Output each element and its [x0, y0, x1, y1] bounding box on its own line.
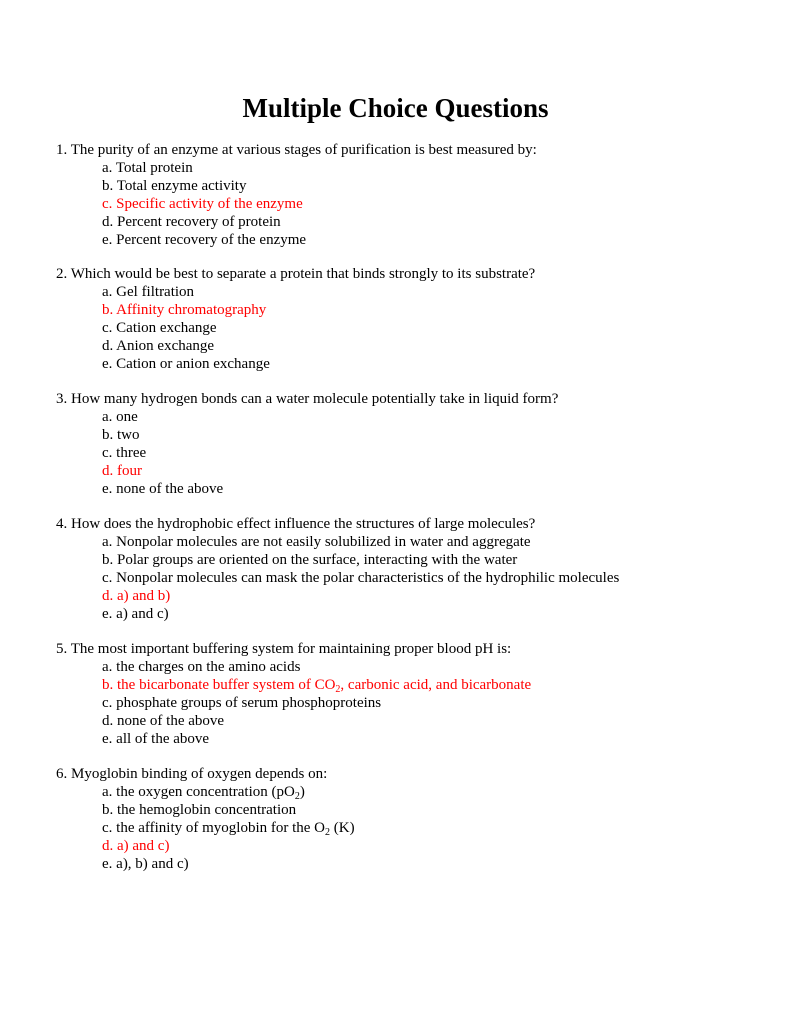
question-stem: 6. Myoglobin binding of oxygen depends on: — [56, 766, 328, 782]
option-e: e. a) and c) — [102, 606, 169, 622]
option-c: c. Nonpolar molecules can mask the polar characteristics of the hydrophilic molecules — [102, 570, 620, 586]
option-a — [56, 783, 756, 801]
option-text-before: a. the oxygen concentration (pO — [102, 784, 295, 800]
option-d: d. Anion exchange — [102, 338, 215, 354]
option-b: b. two — [102, 427, 140, 443]
question-stem: 5. The most important buffering system for maintaining proper blood pH is: — [56, 641, 512, 657]
option-a: a. Gel filtration — [102, 284, 195, 300]
question-4 — [56, 515, 756, 623]
option-b: b. the hemoglobin concentration — [102, 802, 297, 818]
option-text-after: ) — [299, 784, 305, 800]
option-d: d. Percent recovery of protein — [102, 214, 281, 230]
option-d: d. none of the above — [102, 713, 225, 729]
option-d-correct-answer: d. a) and b) — [102, 588, 171, 604]
option-e: e. Percent recovery of the enzyme — [102, 232, 307, 248]
question-3 — [56, 390, 756, 498]
page-title: Multiple Choice Questions — [242, 93, 549, 123]
question-stem: 1. The purity of an enzyme at various stages of purification is best measured by: — [56, 142, 537, 158]
question-1 — [56, 141, 756, 249]
question-6 — [56, 765, 756, 873]
option-e: e. Cation or anion exchange — [102, 356, 270, 372]
subscript: 2 — [325, 827, 331, 838]
option-c: c. three — [102, 445, 147, 461]
option-c-correct-answer: c. Specific activity of the enzyme — [102, 196, 303, 212]
option-text-after: , carbonic acid, and bicarbonate — [340, 677, 532, 693]
option-a: a. Nonpolar molecules are not easily solubilized in water and aggregate — [102, 534, 531, 550]
question-stem: 4. How does the hydrophobic effect influence the structures of large molecules? — [56, 516, 536, 532]
option-text-after: (K) — [330, 820, 355, 836]
option-e: e. all of the above — [102, 731, 210, 747]
question-stem: 2. Which would be best to separate a protein that binds strongly to its substrate? — [56, 266, 536, 282]
subscript: 2 — [294, 791, 300, 802]
option-d-correct-answer: d. a) and c) — [102, 838, 170, 854]
option-c: c. Cation exchange — [102, 320, 217, 336]
option-text-before: c. the affinity of myoglobin for the O — [102, 820, 326, 836]
question-2 — [56, 265, 756, 373]
option-text-before: b. the bicarbonate buffer system of CO — [102, 677, 336, 693]
option-e: e. none of the above — [102, 481, 224, 497]
option-a: a. one — [102, 409, 138, 425]
option-e: e. a), b) and c) — [102, 856, 189, 872]
question-5 — [56, 640, 756, 748]
option-b-correct-answer: b. Affinity chromatography — [102, 302, 267, 318]
question-stem: 3. How many hydrogen bonds can a water molecule potentially take in liquid form? — [56, 391, 559, 407]
option-b: b. Polar groups are oriented on the surface, interacting with the water — [102, 552, 518, 568]
option-c: c. phosphate groups of serum phosphoproteins — [102, 695, 382, 711]
option-a: a. the charges on the amino acids — [102, 659, 301, 675]
option-b-correct-answer — [56, 676, 756, 694]
option-b: b. Total enzyme activity — [102, 178, 247, 194]
option-d-correct-answer: d. four — [102, 463, 142, 479]
option-c — [56, 819, 756, 837]
subscript: 2 — [335, 684, 341, 695]
option-a: a. Total protein — [102, 160, 193, 176]
